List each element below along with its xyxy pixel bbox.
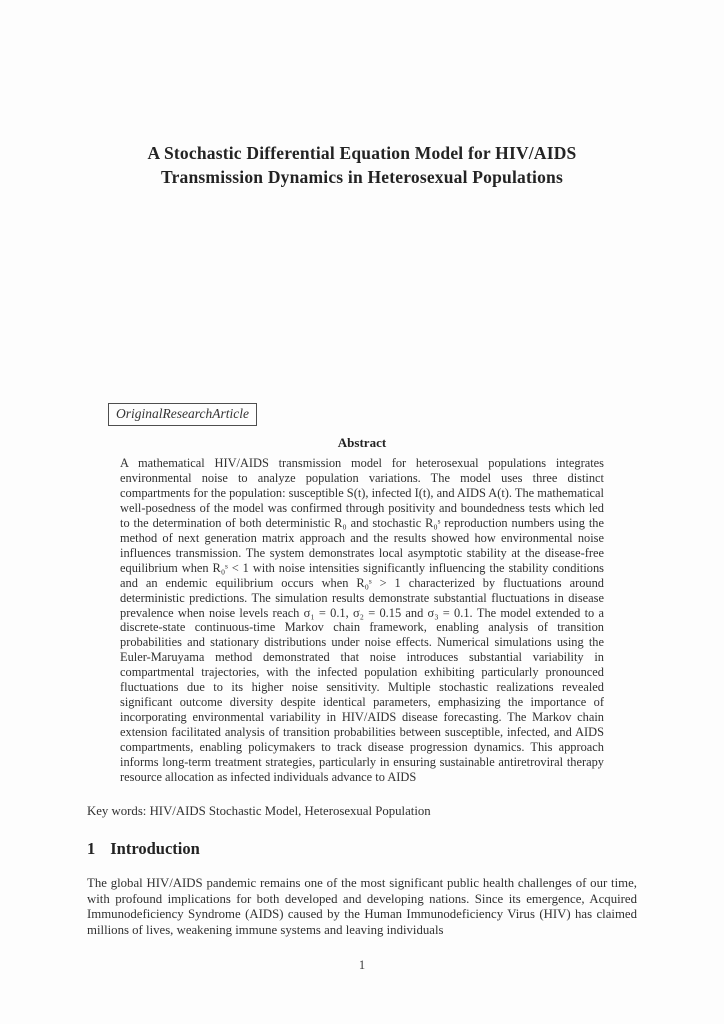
abstract-heading: Abstract <box>337 435 387 450</box>
section-title: Introduction <box>110 839 200 858</box>
paper-title <box>0 141 724 189</box>
article-type-label: OriginalResearchArticle <box>116 406 249 421</box>
page-number: 1 <box>358 958 366 972</box>
introduction-paragraph: The global HIV/AIDS pandemic remains one of the most significant public health challenges of our time, with profound implications for both developed and developing nations. Since its emergence, Acquired Immunodeficiency Syndrome (AIDS) caused by the Human Immunodeficiency Virus (HIV) has claimed millions of lives, weakening immune systems and leaving individuals <box>87 876 637 937</box>
section-number: 1 <box>87 839 96 858</box>
paper-title-line-2: Transmission Dynamics in Heterosexual Populations <box>161 166 563 187</box>
abstract-text: A mathematical HIV/AIDS transmission model for heterosexual populations integrates environmental noise to analyze population variations. The model uses three distinct compartments for the population: susceptible S(t), infected I(t), and AIDS A(t). The mathematical well-posedness of the model was confirmed through positivity and boundedness tests which led to the determination of both deterministic R₀ and stochastic R₀ˢ reproduction numbers using the method of next generation matrix approach and the results showed how environmental noise influences transmission. The system demonstrates local asymptotic stability at the disease-free equilibrium when R₀ˢ < 1 with noise intensities significantly influencing the stability conditions and an endemic equilibrium occurs when R₀ˢ > 1 characterized by fluctuations around deterministic predictions. The simulation results demonstrate substantial fluctuations in disease prevalence when noise levels reach σ₁ = 0.1, σ₂ = 0.15 and σ₃ = 0.1. The model extended to a discrete-state continuous-time Markov chain framework, enabling analysis of transition probabilities and stationary distributions under noise effects. Numerical simulations using the Euler-Maruyama method demonstrated that noise introduces substantial variability in compartmental trajectories, with the infected population exhibiting particularly pronounced fluctuations due to its higher noise sensitivity. Multiple stochastic realizations revealed significant outcome diversity despite identical parameters, emphasizing the importance of incorporating environmental variability in HIV/AIDS disease forecasting. The Markov chain extension facilitated analysis of transition probabilities between susceptible, infected, and AIDS compartments, enabling policymakers to track disease progression dynamics. This approach informs long-term treatment strategies, particularly in ensuring sustainable antiretroviral therapy resource allocation as infected individuals advance to AIDS <box>120 456 604 785</box>
keywords-label: Key words: <box>87 804 147 818</box>
keywords-text: HIV/AIDS Stochastic Model, Heterosexual Population <box>149 804 431 818</box>
article-type-box <box>108 403 257 426</box>
section-heading-introduction <box>87 839 200 859</box>
keywords-line <box>87 804 637 819</box>
paper-title-line-1: A Stochastic Differential Equation Model for HIV/AIDS <box>147 142 577 163</box>
